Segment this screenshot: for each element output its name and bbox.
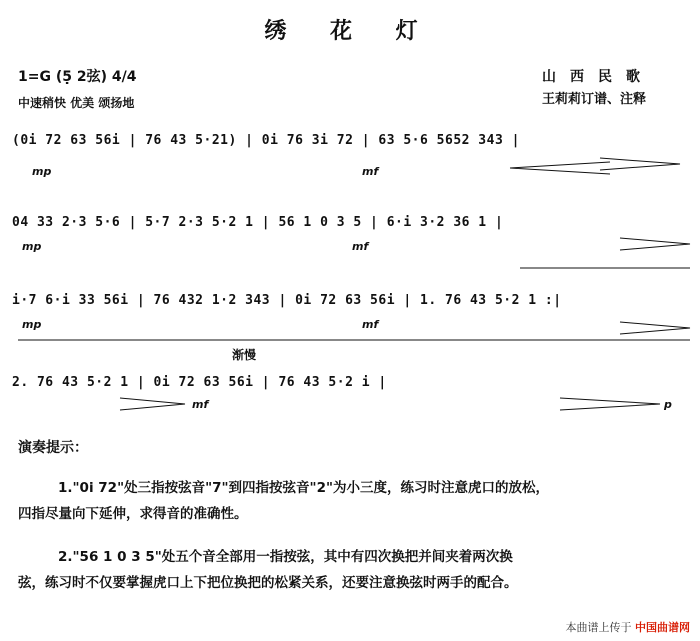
- dynamic-mark: mp: [22, 240, 42, 253]
- dynamic-mark: mp: [22, 318, 42, 331]
- dynamic-mark: mf: [362, 318, 379, 331]
- upload-credit-prefix: 本曲谱上传于: [565, 621, 632, 634]
- page-title: 绣 花 灯: [264, 19, 436, 44]
- score-row-2: 04 33 2·3 5·6 | 5·7 2·3 5·2 1 | 56 1 0 3 5 | 6·i 3·2 36 1 |: [12, 215, 504, 230]
- crescendo-hairpin: [510, 162, 610, 174]
- decrescendo-hairpin: [560, 398, 660, 410]
- hint-item-1-cont: 四指尽量向下延伸，求得音的准确性。: [18, 506, 248, 522]
- key-signature: 1=G (5̣ 2弦) 4/4: [18, 69, 137, 85]
- ritardando-mark: 渐慢: [232, 348, 257, 362]
- decrescendo-hairpin: [120, 398, 185, 410]
- site-logo[interactable]: 中国曲谱网: [635, 621, 690, 634]
- performance-hints-heading: 演奏提示：: [18, 440, 88, 456]
- dynamic-mark: mp: [32, 165, 52, 178]
- dynamic-mark: mf: [352, 240, 369, 253]
- decrescendo-hairpin: [600, 158, 680, 170]
- hint-item-1: 1."0i 72"处三指按弦音"7"到四指按弦音"2"为小三度，练习时注意虎口的放松，: [58, 480, 550, 496]
- dynamic-mark: mf: [362, 165, 379, 178]
- dynamic-mark: p: [664, 398, 672, 411]
- dynamic-mark: mf: [192, 398, 209, 411]
- score-row-1: (0i 72 63 56i | 76 43 5·21) | 0i 76 3i 72 | 63 5·6 5652 343 |: [12, 133, 520, 148]
- decrescendo-hairpin: [620, 322, 690, 334]
- hint-item-2-cont: 弦，练习时不仅要掌握虎口上下把位换把的松紧关系，还要注意换弦时两手的配合。: [18, 575, 518, 591]
- arranger: 王莉莉订谱、注释: [542, 92, 647, 107]
- score-row-4: 2. 76 43 5·2 1 | 0i 72 63 56i | 76 43 5·2 i |: [12, 375, 387, 390]
- decrescendo-hairpin: [620, 238, 690, 250]
- song-origin: 山西民歌: [542, 69, 654, 85]
- tempo-marking: 中速稍快 优美 颂扬地: [18, 96, 135, 110]
- score-row-3: i·7 6·i 33 56i | 76 432 1·2 343 | 0i 72 63 56i | 1. 76 43 5·2 1 :|: [12, 293, 562, 308]
- hint-item-2: 2."56 1 0 3 5"处五个音全部用一指按弦，其中有四次换把并间夹着两次换: [58, 549, 513, 565]
- upload-credit: [566, 619, 691, 635]
